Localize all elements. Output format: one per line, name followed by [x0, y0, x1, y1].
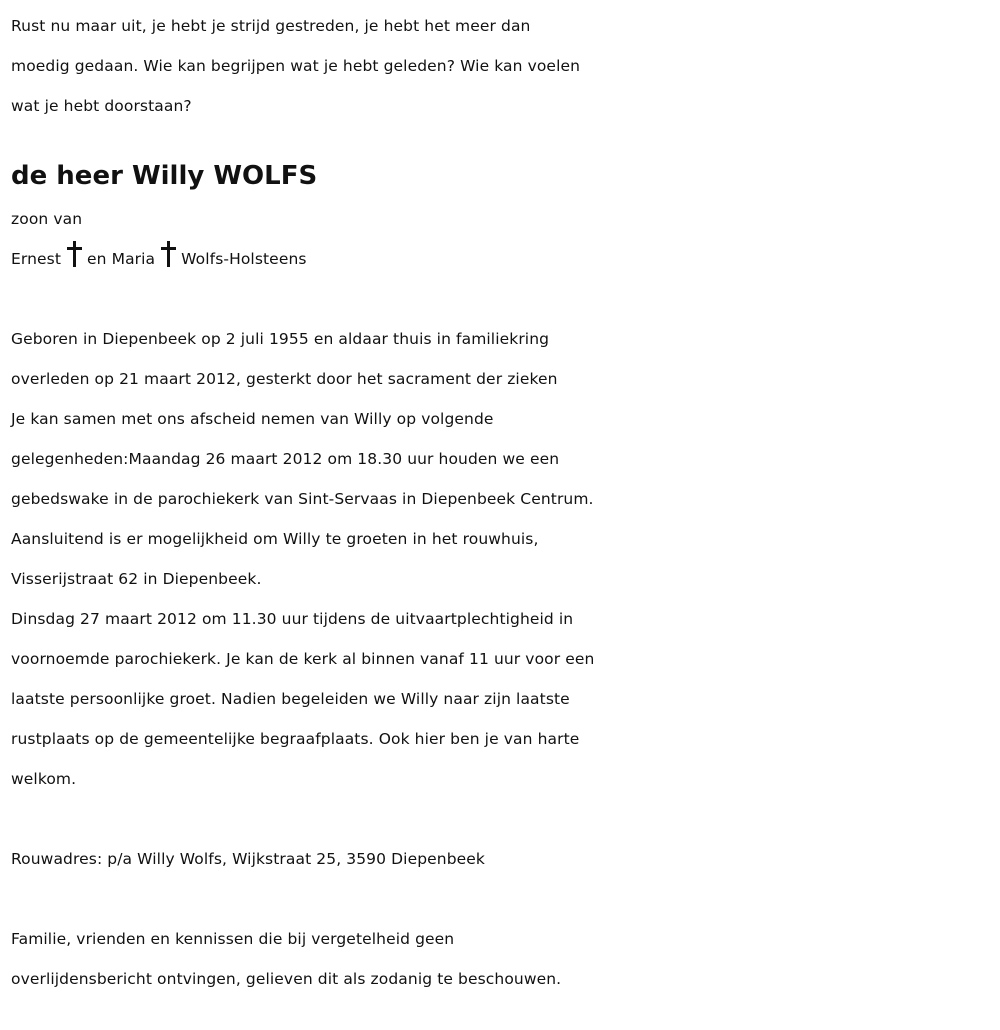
body-line: laatste persoonlijke groet. Nadien begeleiden we Willy naar zijn laatste — [11, 690, 570, 708]
body-line: Visserijstraat 62 in Diepenbeek. — [11, 570, 262, 588]
cross-icon — [66, 241, 82, 267]
body-line: voornoemde parochiekerk. Je kan de kerk al binnen vanaf 11 uur voor een — [11, 650, 595, 668]
body-line: welkom. — [11, 770, 77, 788]
spacer — [11, 799, 991, 839]
closing-line: Familie, vrienden en kennissen die bij vergetelheid geen — [11, 930, 455, 948]
spacer — [11, 279, 991, 319]
announcement-body — [11, 319, 991, 799]
closing-note — [11, 919, 991, 999]
family-name: Wolfs-Holsteens — [181, 250, 307, 268]
body-line: Aansluitend is er mogelijkheid om Willy te groeten in het rouwhuis, — [11, 530, 539, 548]
closing-line: overlijdensbericht ontvingen, gelieven dit als zodanig te beschouwen. — [11, 970, 562, 988]
body-line: Dinsdag 27 maart 2012 om 11.30 uur tijdens de uitvaartplechtigheid in — [11, 610, 574, 628]
deceased-name: de heer Willy WOLFS — [11, 161, 318, 191]
obituary-document — [11, 0, 991, 999]
parents-line — [11, 239, 991, 279]
body-line: Geboren in Diepenbeek op 2 juli 1955 en aldaar thuis in familiekring — [11, 330, 550, 348]
parents-connector: en Maria — [87, 250, 156, 268]
relation-text: zoon van — [11, 210, 83, 228]
body-line: Je kan samen met ons afscheid nemen van Willy op volgende — [11, 410, 494, 428]
intro-line: wat je hebt doorstaan? — [11, 97, 192, 115]
body-line: gelegenheden:Maandag 26 maart 2012 om 18.30 uur houden we een — [11, 450, 560, 468]
father-name: Ernest — [11, 250, 62, 268]
body-line: gebedswake in de parochiekerk van Sint-Servaas in Diepenbeek Centrum. — [11, 490, 594, 508]
body-line: overleden op 21 maart 2012, gesterkt door het sacrament der zieken — [11, 370, 558, 388]
intro-line: moedig gedaan. Wie kan begrijpen wat je hebt geleden? Wie kan voelen — [11, 57, 581, 75]
intro-poem — [11, 6, 991, 126]
body-line: rustplaats op de gemeentelijke begraafplaats. Ook hier ben je van harte — [11, 730, 580, 748]
mourning-address: Rouwadres: p/a Willy Wolfs, Wijkstraat 25, 3590 Diepenbeek — [11, 850, 485, 868]
cross-icon — [160, 241, 176, 267]
intro-line: Rust nu maar uit, je hebt je strijd gestreden, je hebt het meer dan — [11, 17, 531, 35]
spacer — [11, 879, 991, 919]
